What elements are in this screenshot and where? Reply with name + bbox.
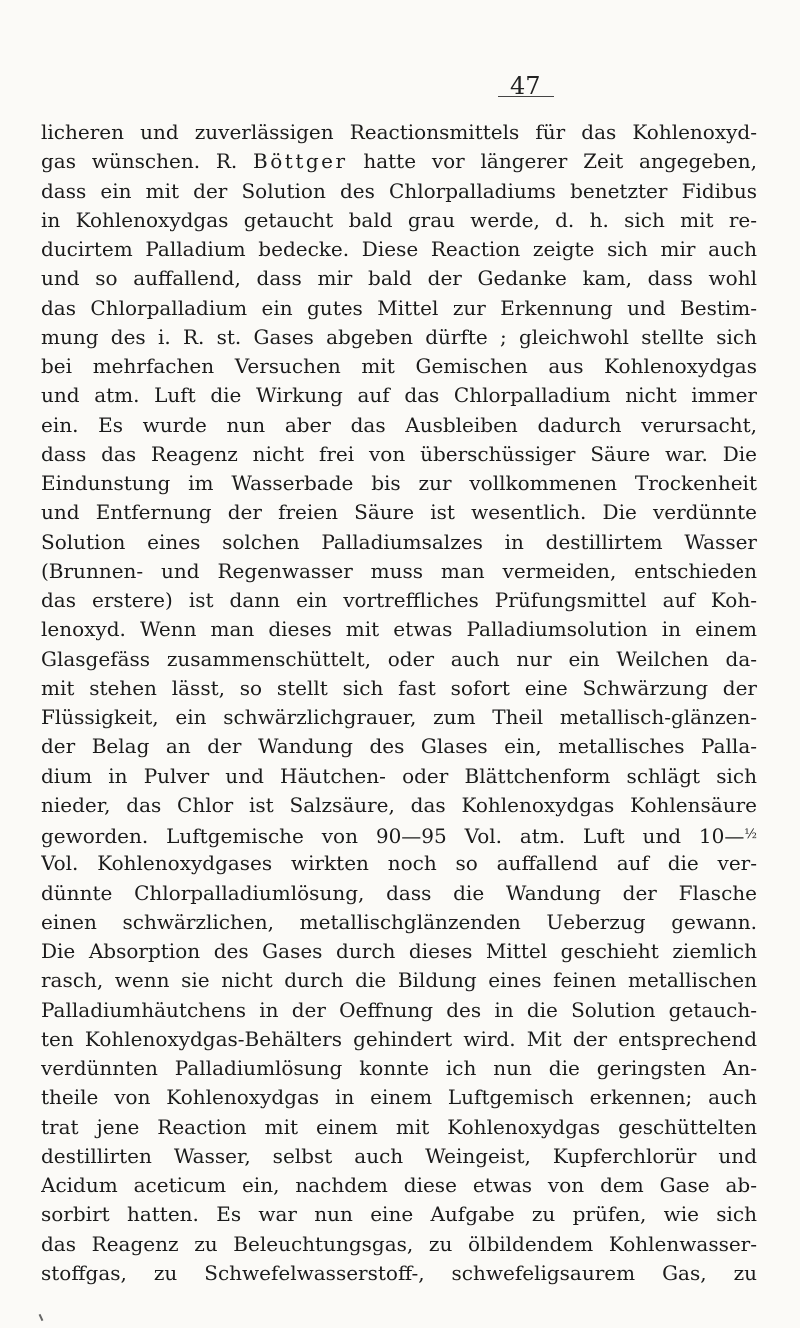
- text-line: das erstere) ist dann ein vortreffliches Prüfungsmittel auf Koh-: [41, 588, 757, 612]
- text-line: Vol. Kohlenoxydgases wirkten noch so auffallend auf die ver-: [41, 851, 757, 876]
- text-line: ten Kohlenoxydgas-Behälters gehindert wird. Mit der entsprechend: [41, 1026, 757, 1051]
- text-line: [41, 820, 757, 849]
- text-line: sorbirt hatten. Es war nun eine Aufgabe zu prüfen, wie sich: [41, 1202, 757, 1227]
- text-line: [41, 147, 757, 176]
- fraction: ½: [744, 827, 757, 842]
- text-line: und atm. Luft die Wirkung auf das Chlorpalladium nicht immer: [41, 383, 757, 408]
- text-line: einen schwärzlichen, metallischglänzenden Ueberzug gewann.: [41, 909, 757, 934]
- text-line: Eindunstung im Wasserbade bis zur vollkommenen Trockenheit: [41, 471, 757, 495]
- text-line-prefix: gas wünschen. R.: [41, 149, 254, 174]
- text-line: bei mehrfachen Versuchen mit Gemischen aus Kohlenoxydgas: [41, 354, 757, 378]
- text-line: ducirtem Palladium bedecke. Diese Reaction zeigte sich mir auch: [41, 237, 757, 261]
- stray-mark: [39, 1314, 44, 1321]
- text-line: mit stehen lässt, so stellt sich fast sofort eine Schwärzung der: [41, 675, 757, 700]
- text-line: theile von Kohlenoxydgas in einem Luftgemisch erkennen; auch: [41, 1085, 757, 1110]
- text-line: Acidum aceticum ein, nachdem diese etwas von dem Gase ab-: [41, 1173, 757, 1197]
- text-line: stoffgas, zu Schwefelwasserstoff-, schwefeligsaurem Gas, zu: [41, 1260, 757, 1285]
- text-line: dass das Reagenz nicht frei von überschüssiger Säure war. Die: [41, 441, 757, 466]
- text-line: Palladiumhäutchens in der Oeffnung des in die Solution getauch-: [41, 997, 757, 1022]
- author-name: Böttger: [253, 149, 348, 174]
- text-line: dass ein mit der Solution des Chlorpalladiums benetzter Fidibus: [41, 178, 757, 203]
- text-line: Glasgefäss zusammenschüttelt, oder auch nur ein Weilchen da-: [41, 646, 757, 671]
- text-line: das Chlorpalladium ein gutes Mittel zur Erkennung und Bestim-: [41, 295, 757, 320]
- text-line: dünnte Chlorpalladiumlösung, dass die Wandung der Flasche: [41, 880, 757, 905]
- text-line: lenoxyd. Wenn man dieses mit etwas Palladiumsolution in einem: [41, 617, 757, 642]
- text-line: Solution eines solchen Palladiumsalzes in destillirtem Wasser: [41, 529, 757, 554]
- text-line: Die Absorption des Gases durch dieses Mittel geschieht ziemlich: [41, 939, 757, 963]
- page-number-rule: [498, 96, 554, 97]
- text-line: Flüssigkeit, ein schwärzlichgrauer, zum Theil metallisch-glänzen-: [41, 705, 757, 729]
- text-line: rasch, wenn sie nicht durch die Bildung eines feinen metallischen: [41, 968, 757, 993]
- text-line: dium in Pulver und Häutchen- oder Blättchenform schlägt sich: [41, 763, 757, 788]
- text-line: verdünnten Palladiumlösung konnte ich nun die geringsten An-: [41, 1056, 757, 1080]
- text-line: destillirten Wasser, selbst auch Weingeist, Kupferchlorür und: [41, 1143, 757, 1168]
- text-line: in Kohlenoxydgas getaucht bald grau werde, d. h. sich mit re-: [41, 207, 757, 232]
- text-line: das Reagenz zu Beleuchtungsgas, zu ölbildendem Kohlenwasser-: [41, 1231, 757, 1256]
- text-line: nieder, das Chlor ist Salzsäure, das Kohlenoxydgas Kohlensäure: [41, 792, 757, 817]
- text-line: mung des i. R. st. Gases abgeben dürfte ; gleichwohl stellte sich: [41, 324, 757, 349]
- text-line: (Brunnen- und Regenwasser muss man vermeiden, entschieden: [41, 558, 757, 583]
- text-line-main: geworden. Luftgemische von 90—95 Vol. atm. Luft und 10—: [41, 824, 745, 848]
- text-line: licheren und zuverlässigen Reactionsmittels für das Kohlenoxyd-: [41, 120, 757, 144]
- text-line: und so auffallend, dass mir bald der Gedanke kam, dass wohl: [41, 266, 757, 291]
- page-number: 47: [510, 72, 541, 100]
- text-line: der Belag an der Wandung des Glases ein, metallisches Palla-: [41, 734, 757, 759]
- text-line: ein. Es wurde nun aber das Ausbleiben dadurch verursacht,: [41, 412, 757, 437]
- body-text: [41, 118, 757, 1288]
- text-line-suffix: hatte vor längerer Zeit angegeben,: [347, 149, 757, 174]
- text-line: und Entfernung der freien Säure ist wesentlich. Die verdünnte: [41, 500, 757, 525]
- text-line: trat jene Reaction mit einem mit Kohlenoxydgas geschüttelten: [41, 1114, 757, 1139]
